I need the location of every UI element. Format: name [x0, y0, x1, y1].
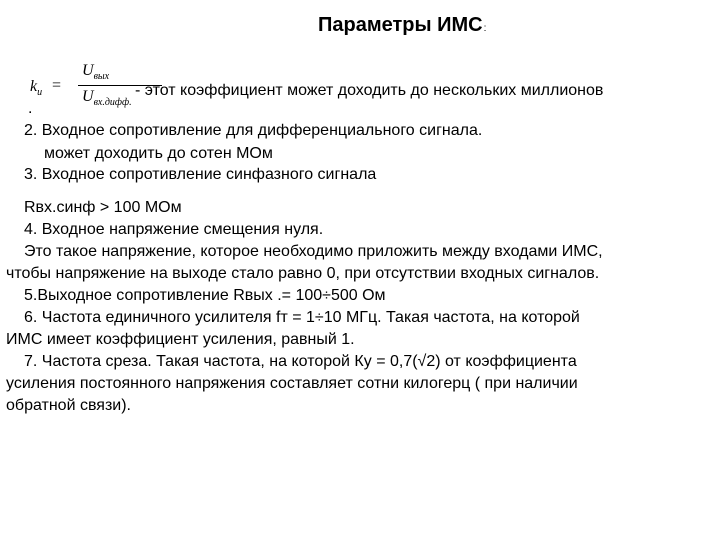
text-line-12: усиления постоянного напряжения составляет сотни килогерц ( при наличии: [6, 375, 578, 392]
text-line-5: 4. Входное напряжение смещения нуля.: [24, 221, 324, 238]
text-line-3: 3. Входное сопротивление синфазного сигнала: [24, 166, 377, 183]
formula-equals: =: [52, 77, 62, 94]
text-line-7: чтобы напряжение на выходе стало равно 0, при отсутствии входных сигналов.: [6, 265, 600, 282]
bullet-dot: .: [28, 100, 33, 117]
text-line-13: обратной связи).: [6, 397, 131, 414]
text-line-1: 2. Входное сопротивление для дифференциального сигнала.: [24, 122, 483, 139]
formula-description: - этот коэффициент может доходить до нескольких миллионов: [135, 82, 604, 99]
text-line-4: Rвх.синф > 100 МОм: [24, 199, 182, 216]
formula-numerator: $U_{вых}$: [82, 62, 110, 83]
text-line-6: Это такое напряжение, которое необходимо приложить между входами ИМС,: [24, 243, 603, 260]
slide-title: [318, 14, 486, 37]
formula-lhs: $k_и$: [30, 78, 43, 99]
formula-denominator: $U_{вх.дифф.}$: [82, 88, 132, 109]
text-line-11: 7. Частота среза. Такая частота, на которой Ку = 0,7(√2) от коэффициента: [24, 353, 577, 370]
title-text: Параметры ИМС: [318, 14, 483, 36]
text-line-9: 6. Частота единичного усилителя fт = 1÷10 МГц. Такая частота, на которой: [24, 309, 580, 326]
title-colon: :: [483, 23, 487, 34]
text-line-10: ИМС имеет коэффициент усиления, равный 1.: [6, 331, 355, 348]
text-line-8: 5.Выходное сопротивление Rвых .= 100÷500 Ом: [24, 287, 386, 304]
text-line-2: может доходить до сотен МОм: [44, 145, 273, 162]
